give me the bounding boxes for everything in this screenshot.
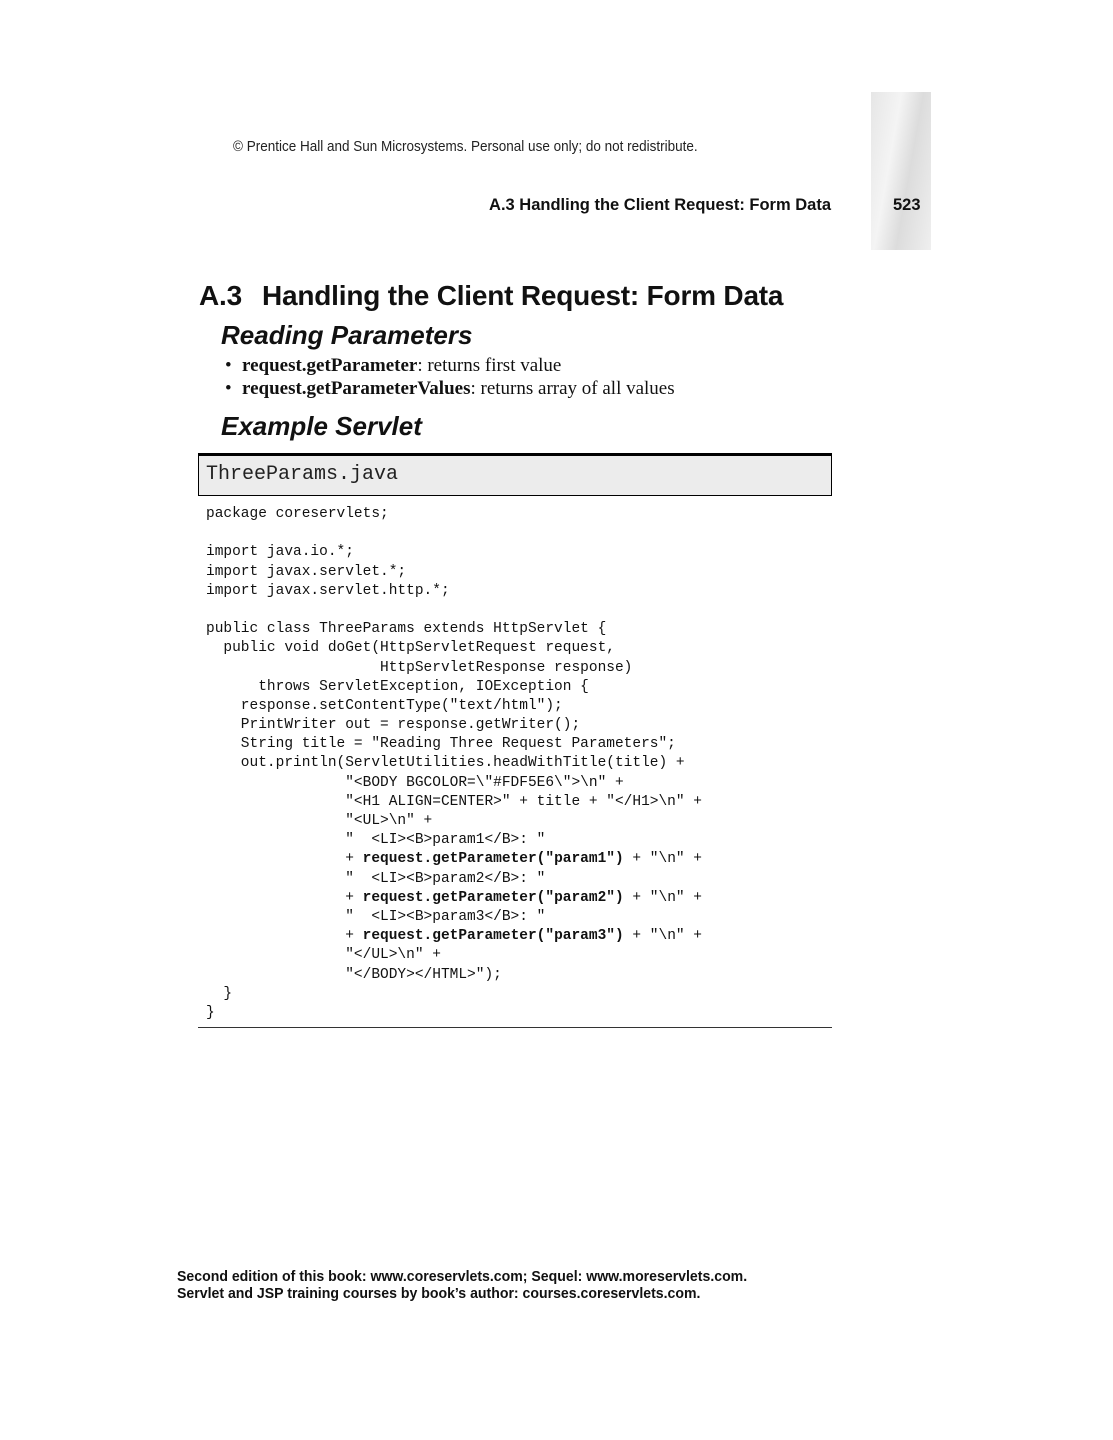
bullet-icon: • — [225, 355, 232, 376]
code-line — [206, 850, 702, 869]
code-line: String title = "Reading Three Request Parameters"; — [206, 736, 676, 753]
copyright-notice: © Prentice Hall and Sun Microsystems. Personal use only; do not redistribute. — [233, 138, 698, 155]
code-line: public void doGet(HttpServletRequest request, — [206, 640, 615, 657]
code-line: public class ThreeParams extends HttpServlet { — [206, 621, 607, 638]
code-line: PrintWriter out = response.getWriter(); — [206, 717, 581, 734]
code-line: " <LI><B>param1</B>: " — [206, 832, 546, 849]
section-number: A.3 — [199, 280, 242, 311]
code-line: "<BODY BGCOLOR=\"#FDF5E6\">\n" + — [206, 774, 624, 791]
page-number: 523 — [893, 196, 921, 214]
code-highlight: request.getParameter("param2") — [362, 889, 624, 906]
code-line — [206, 889, 702, 908]
running-head: A.3 Handling the Client Request: Form Data — [489, 196, 831, 214]
code-line: package coreservlets; — [206, 506, 389, 522]
code-segment: + "\n" + — [623, 928, 703, 945]
reading-parameters-heading: Reading Parameters — [221, 320, 473, 350]
code-line: throws ServletException, IOException { — [206, 678, 589, 695]
listing-filename: ThreeParams.java — [206, 463, 399, 486]
code-segment: + "\n" + — [623, 889, 703, 906]
code-segment: + — [206, 889, 363, 906]
code-line — [206, 601, 702, 620]
code-line: "<UL>\n" + — [206, 813, 433, 829]
code-line: } — [206, 985, 233, 1002]
code-highlight: request.getParameter("param3") — [362, 928, 624, 945]
code-line: " <LI><B>param2</B>: " — [206, 870, 546, 887]
method-description: : returns first value — [417, 355, 562, 376]
code-line: "<H1 ALIGN=CENTER>" + title + "</H1>\n" + — [206, 793, 702, 810]
code-highlight: request.getParameter("param1") — [362, 851, 624, 868]
code-line — [206, 927, 702, 946]
footer-notice — [177, 1268, 747, 1302]
listing-bottom-rule — [198, 1027, 832, 1028]
method-name: request.getParameter — [242, 355, 418, 376]
footer-line: Second edition of this book: www.coreservlets.com; Sequel: www.moreservlets.com. — [177, 1268, 748, 1285]
code-listing — [206, 505, 702, 1023]
code-line: import javax.servlet.http.*; — [206, 582, 450, 599]
code-line: "</UL>\n" + — [206, 947, 441, 964]
code-line: response.setContentType("text/html"); — [206, 697, 563, 714]
section-title-text: Handling the Client Request: Form Data — [261, 280, 784, 311]
code-listing-header — [198, 453, 832, 496]
code-line: HttpServletResponse response) — [206, 659, 633, 676]
code-segment: + — [206, 851, 363, 868]
footer-line: Servlet and JSP training courses by book’s author: courses.coreservlets.com. — [177, 1285, 701, 1302]
code-line: import java.io.*; — [206, 544, 354, 561]
code-line: " <LI><B>param3</B>: " — [206, 908, 546, 925]
section-title — [199, 280, 783, 312]
method-name: request.getParameterValues — [242, 378, 471, 399]
example-servlet-heading: Example Servlet — [221, 411, 422, 441]
chapter-thumb-tab — [871, 92, 931, 250]
bullet-icon: • — [225, 378, 232, 399]
list-item — [225, 377, 675, 400]
code-line — [206, 524, 702, 543]
code-segment: + — [206, 928, 363, 945]
code-line: } — [206, 1004, 215, 1021]
code-segment: + "\n" + — [623, 851, 703, 868]
parameter-methods-list — [225, 354, 675, 400]
list-item — [225, 354, 675, 377]
method-description: : returns array of all values — [470, 378, 675, 399]
code-line: import javax.servlet.*; — [206, 563, 407, 580]
code-line: "</BODY></HTML>"); — [206, 966, 502, 983]
code-line: out.println(ServletUtilities.headWithTitle(title) + — [206, 755, 685, 772]
